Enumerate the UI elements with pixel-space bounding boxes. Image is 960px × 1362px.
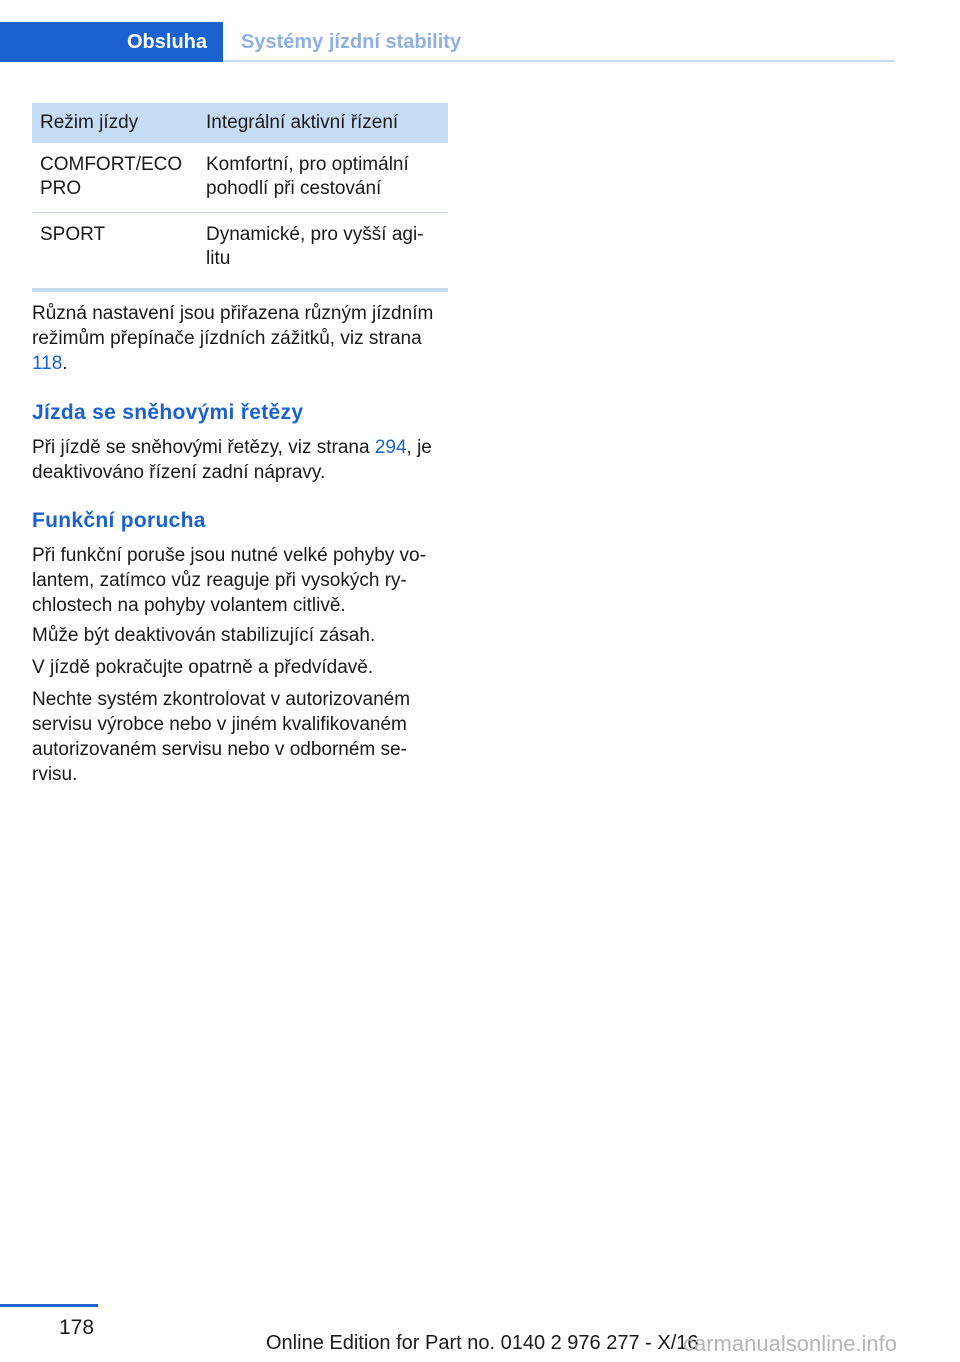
page-header (0, 22, 895, 62)
cell-text: COMFORT/ECO PRO (40, 154, 183, 199)
page-number: 178 (59, 1316, 95, 1339)
footer-divider (0, 1304, 98, 1307)
driving-mode-table (32, 103, 448, 292)
section-title[interactable]: Systémy jízdní stability (241, 30, 462, 53)
page-link-118[interactable]: 118 (32, 353, 63, 374)
malfunction-paragraph: Může být deaktivován stabilizující zásah. (32, 625, 376, 646)
malfunction-paragraph: Nechte systém zkontrolovat v autorizovaném servisu výrobce nebo v jiném kvalifikovaném autorizovaném servisu nebo v odborném se-rvisu. (32, 689, 411, 785)
edition-note: Online Edition for Part no. 0140 2 976 277 - X/16 (266, 1332, 699, 1354)
intro-text: Různá nastavení jsou přiřazena různým jízdním režimům přepínače jízdních zážitků, viz strana (32, 303, 434, 349)
intro-paragraph (32, 301, 452, 376)
table-header-row (32, 103, 448, 143)
heading-snow-chains: Jízda se sněhovými řetězy (32, 401, 304, 424)
malfunction-paragraph: V jízdě pokračujte opatrně a předvídavě. (32, 657, 374, 678)
table-header-cell: Režim jízdy (40, 112, 139, 133)
table-cell (206, 223, 448, 271)
watermark: carmanualsonline.info (683, 1331, 898, 1356)
snow-chains-text-end: , je deaktivováno řízení zadní nápravy. (32, 437, 432, 483)
table-cell (206, 153, 448, 201)
malfunction-paragraph: Při funkční poruše jsou nutné velké pohyby vo-lantem, zatímco vůz reaguje při vysokých ry-chlostech na pohyby volantem citlivě. (32, 545, 426, 616)
snow-chains-paragraph (32, 435, 452, 485)
table-cell: SPORT (40, 224, 106, 245)
header-divider (223, 60, 895, 62)
table-row (32, 213, 448, 282)
table-cell (32, 153, 206, 201)
cell-text: Komfortní, pro optimální pohodlí při cestování (206, 154, 409, 199)
chapter-tab[interactable]: Obsluha (0, 22, 223, 62)
cell-text: Dynamické, pro vyšší agi-litu (206, 224, 424, 269)
page-link-294[interactable]: 294 (374, 437, 407, 458)
table-row (32, 143, 448, 213)
table-header-cell: Integrální aktivní řízení (206, 112, 399, 133)
snow-chains-text: Při jízdě se sněhovými řetězy, viz strana (32, 437, 375, 458)
heading-malfunction: Funkční porucha (32, 509, 206, 532)
table-bottom-border (32, 288, 448, 292)
intro-end: . (62, 353, 68, 374)
